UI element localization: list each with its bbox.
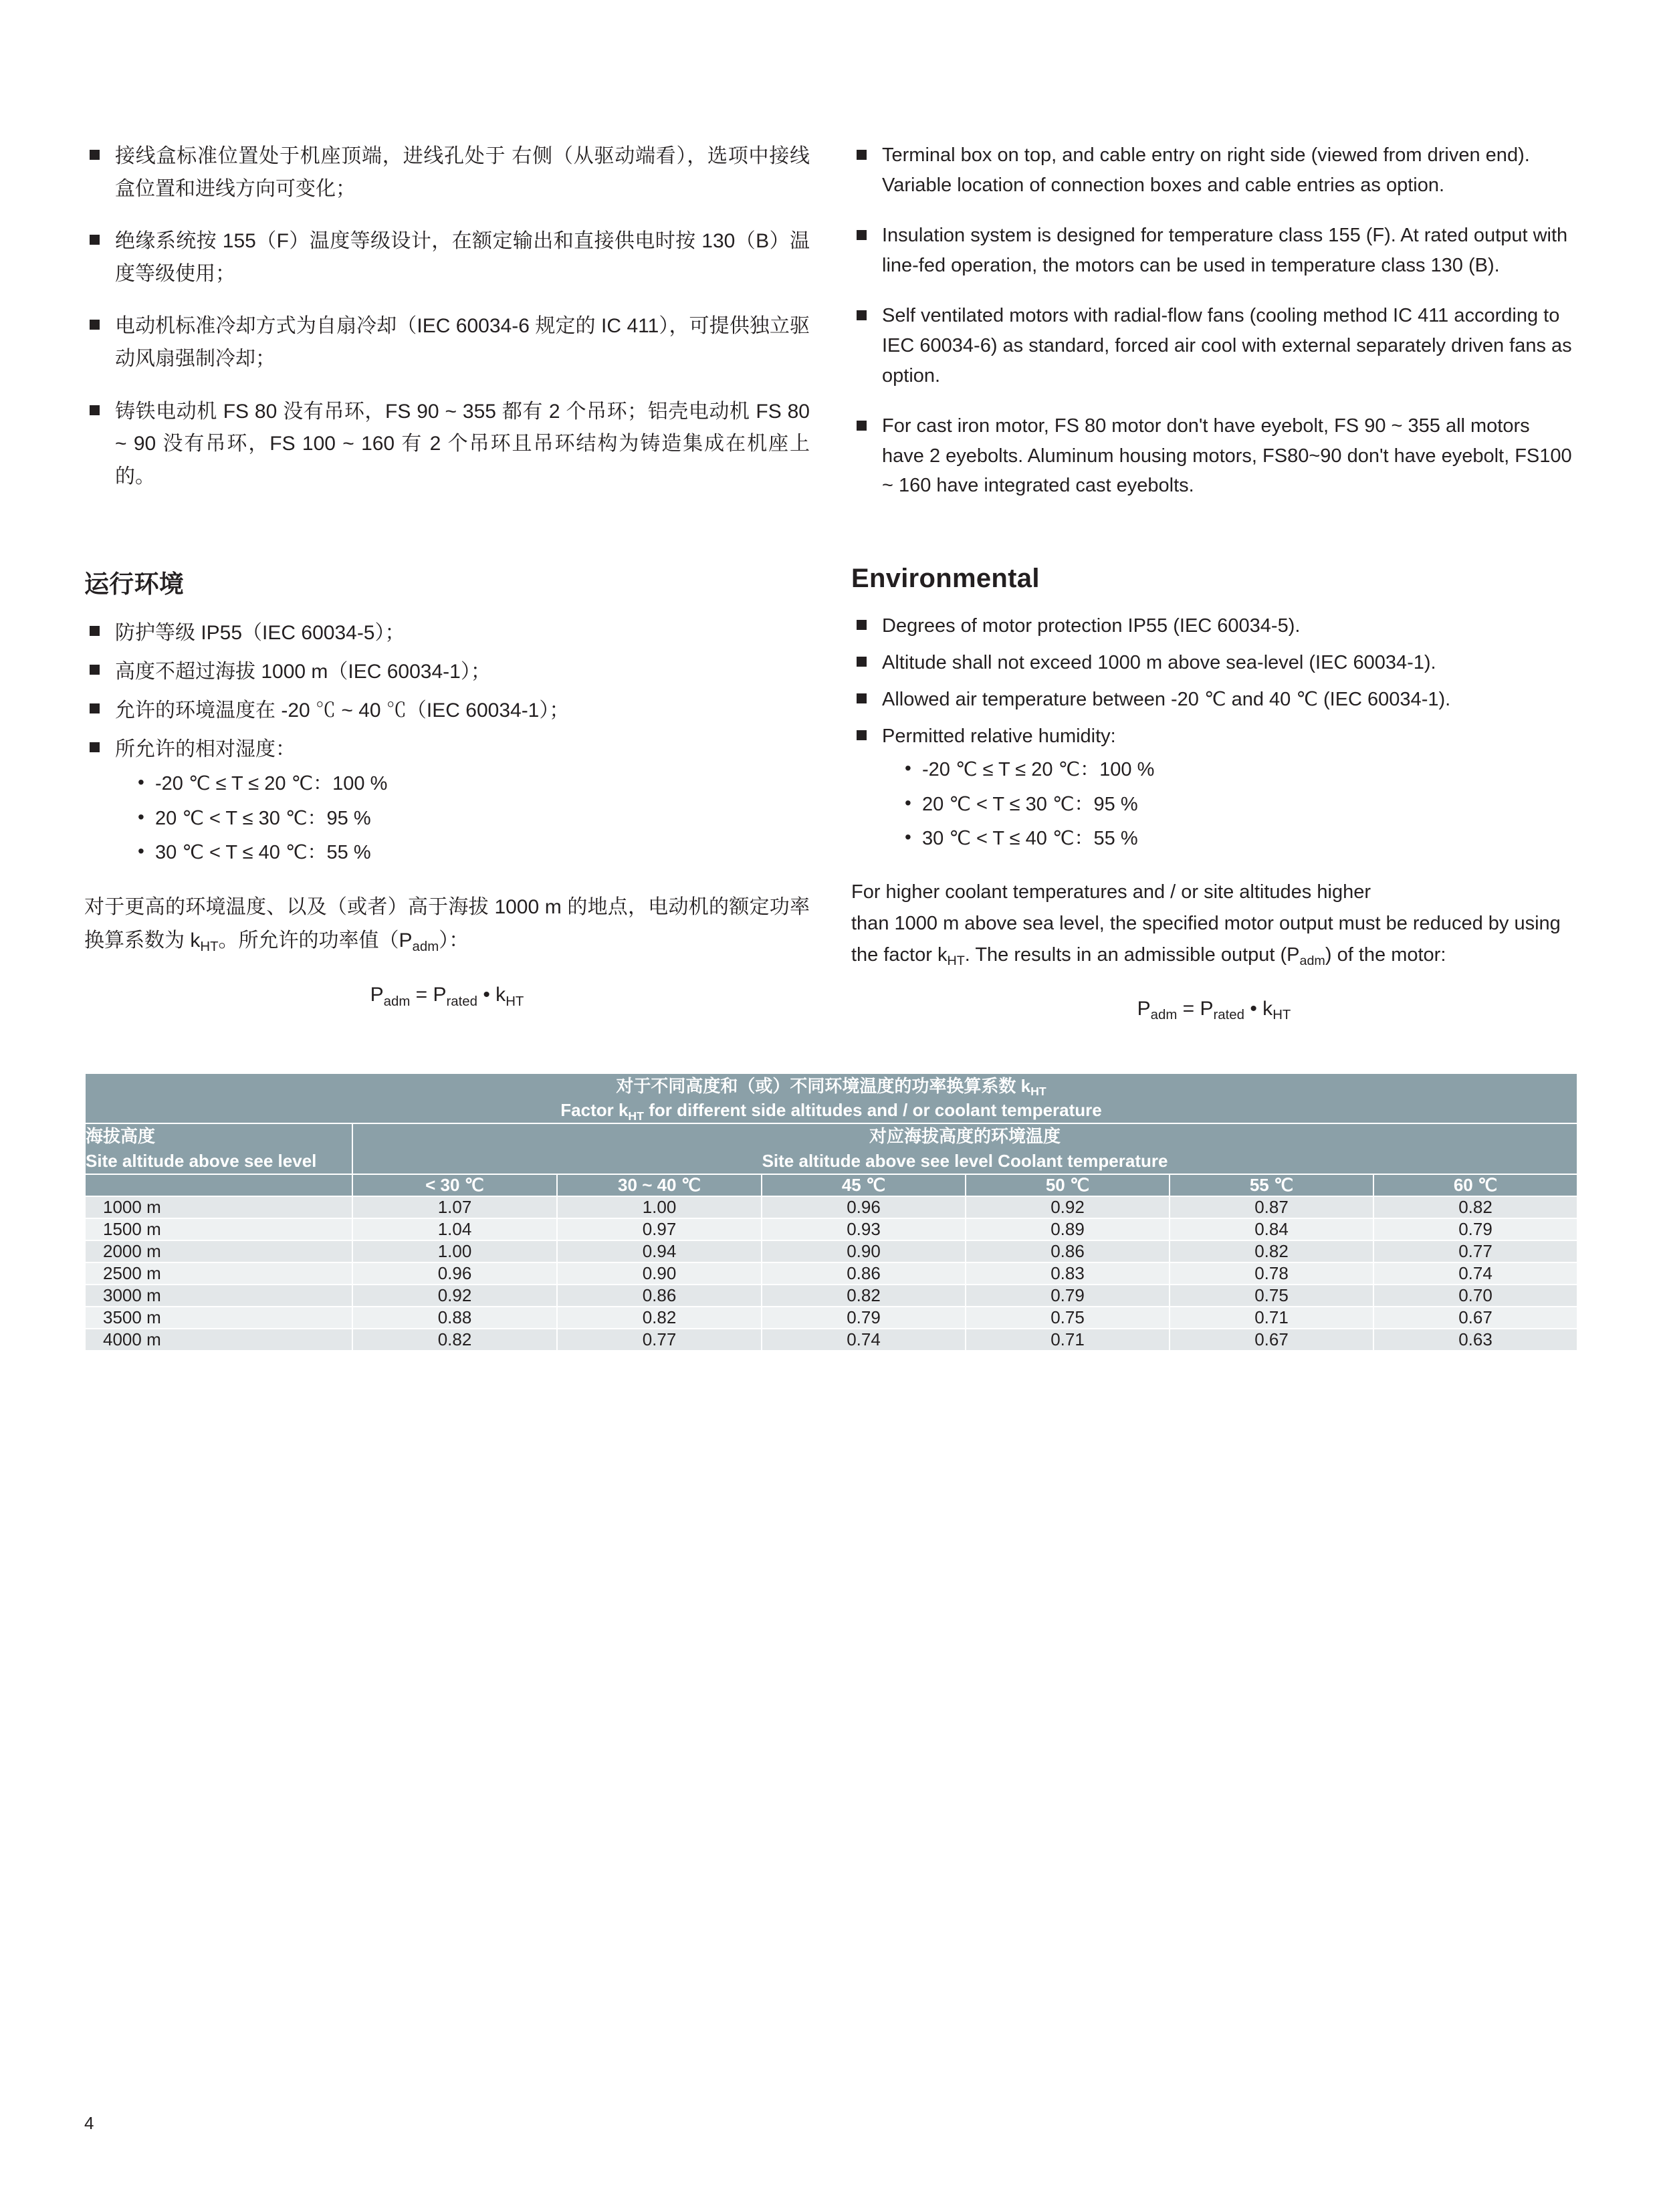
row-altitude: 1000 m	[85, 1196, 352, 1218]
row-value: 0.74	[1373, 1262, 1577, 1285]
list-item: Self ventilated motors with radial-flow fans (cooling method IC 411 according to IEC 60034-6) as standard, forced air cool with external separately driven fans as option.	[851, 301, 1577, 391]
row-altitude: 2500 m	[85, 1262, 352, 1285]
row-value: 0.82	[1170, 1240, 1373, 1262]
row-value: 0.92	[352, 1285, 557, 1307]
environmental-list-en	[851, 611, 1577, 853]
list-item-label: Permitted relative humidity:	[882, 726, 1116, 748]
column-header-temp: 50 ℃	[966, 1174, 1170, 1196]
list-item: 高度不超过海拔 1000 m（IEC 60034-1）；	[84, 656, 810, 688]
row-value: 0.96	[762, 1196, 966, 1218]
row-value: 0.74	[762, 1329, 966, 1351]
environmental-columns	[84, 521, 1577, 1023]
table-title-row	[85, 1073, 1577, 1124]
row-value: 1.00	[352, 1240, 557, 1262]
row-altitude: 2000 m	[85, 1240, 352, 1262]
list-item: 防护等级 IP55（IEC 60034-5）；	[84, 617, 810, 649]
row-value: 0.79	[762, 1307, 966, 1329]
row-altitude: 3500 m	[85, 1307, 352, 1329]
list-item: Insulation system is designed for temperature class 155 (F). At rated output with line-fed operation, the motors can be used in temperature class 130 (B).	[851, 221, 1577, 281]
row-value: 0.96	[352, 1262, 557, 1285]
feature-list-zh	[84, 140, 810, 493]
list-item: • 20 ℃ < T ≤ 30 ℃：95 %	[138, 804, 810, 834]
column-header-altitude-en: Site altitude above see level	[86, 1151, 317, 1172]
list-item: 接线盒标准位置处于机座顶端，进线孔处于 右侧（从驱动端看），选项中接线盒位置和进线方向可变化；	[84, 140, 810, 205]
row-value: 0.84	[1170, 1218, 1373, 1240]
row-value: 0.63	[1373, 1329, 1577, 1351]
row-value: 0.90	[762, 1240, 966, 1262]
row-value: 0.77	[557, 1329, 762, 1351]
column-header-temp: < 30 ℃	[352, 1174, 557, 1196]
row-value: 0.93	[762, 1218, 966, 1240]
list-item: 允许的环境温度在 -20 ℃ ~ 40 ℃（IEC 60034-1）；	[84, 695, 810, 727]
row-value: 0.79	[1373, 1218, 1577, 1240]
list-item: • 20 ℃ < T ≤ 30 ℃：95 %	[905, 790, 1577, 820]
paragraph-zh: 对于更高的环境温度、以及（或者）高于海拔 1000 m 的地点，电动机的额定功率换算系数为 $k_{HT}$。所允许的功率值$(P_{adm})$：	[84, 895, 810, 955]
list-item: 铸铁电动机 FS 80 没有吊环，FS 90 ~ 355 都有 2 个吊环；铝壳电动机 FS 80 ~ 90 没有吊环，FS 100 ~ 160 有 2 个吊环且吊环结构为铸造集成在机座上的。	[84, 396, 810, 493]
table-row	[85, 1218, 1577, 1240]
row-altitude: 3000 m	[85, 1285, 352, 1307]
row-value: 0.86	[557, 1285, 762, 1307]
paragraph-en: For higher coolant temperatures and / or site altitudes higher than 1000 m above sea level, the specified motor output must be reduced by using the factor $k_{HT}$. The results in an admissible output $(P_{adm})$ of the motor:	[851, 881, 1561, 968]
row-value: 0.67	[1170, 1329, 1373, 1351]
row-value: 0.67	[1373, 1307, 1577, 1329]
row-value: 0.82	[1373, 1196, 1577, 1218]
row-value: 0.89	[966, 1218, 1170, 1240]
row-value: 0.87	[1170, 1196, 1373, 1218]
table-title-en: Factor $k_{HT}$ for different side altitudes and / or coolant temperature	[560, 1100, 1102, 1123]
column-header-coolant-en: Site altitude above see level Coolant temperature	[762, 1151, 1168, 1172]
row-value: 0.78	[1170, 1262, 1373, 1285]
list-item: 绝缘系统按 155（F）温度等级设计，在额定输出和直接供电时按 130（B）温度等级使用；	[84, 225, 810, 290]
column-header-coolant-zh: 对应海拔高度的环境温度	[869, 1126, 1061, 1147]
page-number: 4	[84, 2113, 94, 2133]
column-header-altitude-zh: 海拔高度	[86, 1126, 156, 1147]
list-item	[851, 722, 1577, 853]
list-item: • 30 ℃ < T ≤ 40 ℃：55 %	[905, 824, 1577, 854]
list-item: • 30 ℃ < T ≤ 40 ℃：55 %	[138, 839, 810, 868]
section-heading-en: Environmental	[851, 564, 1040, 594]
environmental-column-zh	[84, 521, 810, 1020]
table-row	[85, 1285, 1577, 1307]
row-value: 0.90	[557, 1262, 762, 1285]
humidity-list-en	[882, 756, 1577, 854]
row-value: 0.92	[966, 1196, 1170, 1218]
list-item: Degrees of motor protection IP55 (IEC 60034-5).	[851, 611, 1577, 641]
table-row	[85, 1262, 1577, 1285]
row-value: 0.82	[557, 1307, 762, 1329]
table-header-row-2	[85, 1174, 1577, 1196]
list-item: Terminal box on top, and cable entry on right side (viewed from driven end). Variable location of connection boxes and cable entries as option.	[851, 140, 1577, 201]
table-title	[85, 1073, 1577, 1124]
table-row	[85, 1196, 1577, 1218]
column-header-altitude	[85, 1123, 352, 1174]
formula-en: $P_{adm} = P_{rated}$ • $k_{HT}$	[1137, 997, 1291, 1023]
row-value: 0.77	[1373, 1240, 1577, 1262]
row-value: 0.71	[966, 1329, 1170, 1351]
row-value: 1.00	[557, 1196, 762, 1218]
column-header-temp: 45 ℃	[762, 1174, 966, 1196]
row-value: 0.71	[1170, 1307, 1373, 1329]
list-item: Altitude shall not exceed 1000 m above sea-level (IEC 60034-1).	[851, 648, 1577, 678]
factor-table	[84, 1073, 1578, 1352]
row-value: 0.94	[557, 1240, 762, 1262]
row-value: 0.70	[1373, 1285, 1577, 1307]
row-value: 0.75	[1170, 1285, 1373, 1307]
column-header-temp: 30 ~ 40 ℃	[557, 1174, 762, 1196]
feature-columns	[84, 140, 1577, 521]
table-row	[85, 1240, 1577, 1262]
feature-list-en	[851, 140, 1577, 501]
environmental-list-zh	[84, 617, 810, 868]
row-value: 0.86	[762, 1262, 966, 1285]
list-item: Allowed air temperature between -20 ℃ and 40 ℃ (IEC 60034-1).	[851, 685, 1577, 715]
feature-column-zh	[84, 140, 810, 521]
feature-column-en	[851, 140, 1577, 521]
list-item: • -20 ℃ ≤ T ≤ 20 ℃：100 %	[905, 756, 1577, 785]
table-row	[85, 1307, 1577, 1329]
row-value: 1.07	[352, 1196, 557, 1218]
row-value: 0.75	[966, 1307, 1170, 1329]
list-item: 电动机标准冷却方式为自扇冷却（IEC 60034-6 规定的 IC 411），可提供独立驱动风扇强制冷却；	[84, 310, 810, 375]
column-header-coolant	[352, 1123, 1577, 1174]
section-heading-zh: 运行环境	[84, 570, 185, 598]
row-altitude: 1500 m	[85, 1218, 352, 1240]
row-value: 0.97	[557, 1218, 762, 1240]
table-row	[85, 1329, 1577, 1351]
column-header-temp: 55 ℃	[1170, 1174, 1373, 1196]
paragraph-en-line1: For higher coolant temperatures and / or site altitudes higher	[851, 881, 1371, 903]
list-item: For cast iron motor, FS 80 motor don't have eyebolt, FS 90 ~ 355 all motors have 2 eyebolts. Aluminum housing motors, FS80~90 don't have eyebolt, FS100 ~ 160 have integrated cast eyebolts.	[851, 411, 1577, 502]
row-value: 0.82	[352, 1329, 557, 1351]
formula-zh: $P_{adm} = P_{rated}$ • $k_{HT}$	[370, 984, 524, 1009]
list-item-label: 所允许的相对湿度：	[115, 738, 296, 761]
row-altitude: 4000 m	[85, 1329, 352, 1351]
list-item: • -20 ℃ ≤ T ≤ 20 ℃：100 %	[138, 770, 810, 799]
row-value: 0.88	[352, 1307, 557, 1329]
row-value: 0.86	[966, 1240, 1170, 1262]
row-value: 0.83	[966, 1262, 1170, 1285]
row-value: 0.79	[966, 1285, 1170, 1307]
environmental-column-en	[851, 521, 1577, 1023]
page-content	[84, 140, 1577, 1351]
column-header-temp: 60 ℃	[1373, 1174, 1577, 1196]
column-header-spacer	[85, 1174, 352, 1196]
list-item	[84, 734, 810, 868]
table-title-zh: 对于不同高度和（或）不同环境温度的功率换算系数 $k_{HT}$	[616, 1075, 1046, 1099]
row-value: 0.82	[762, 1285, 966, 1307]
humidity-list-zh	[115, 770, 810, 868]
table-header-row-1	[85, 1123, 1577, 1174]
row-value: 1.04	[352, 1218, 557, 1240]
